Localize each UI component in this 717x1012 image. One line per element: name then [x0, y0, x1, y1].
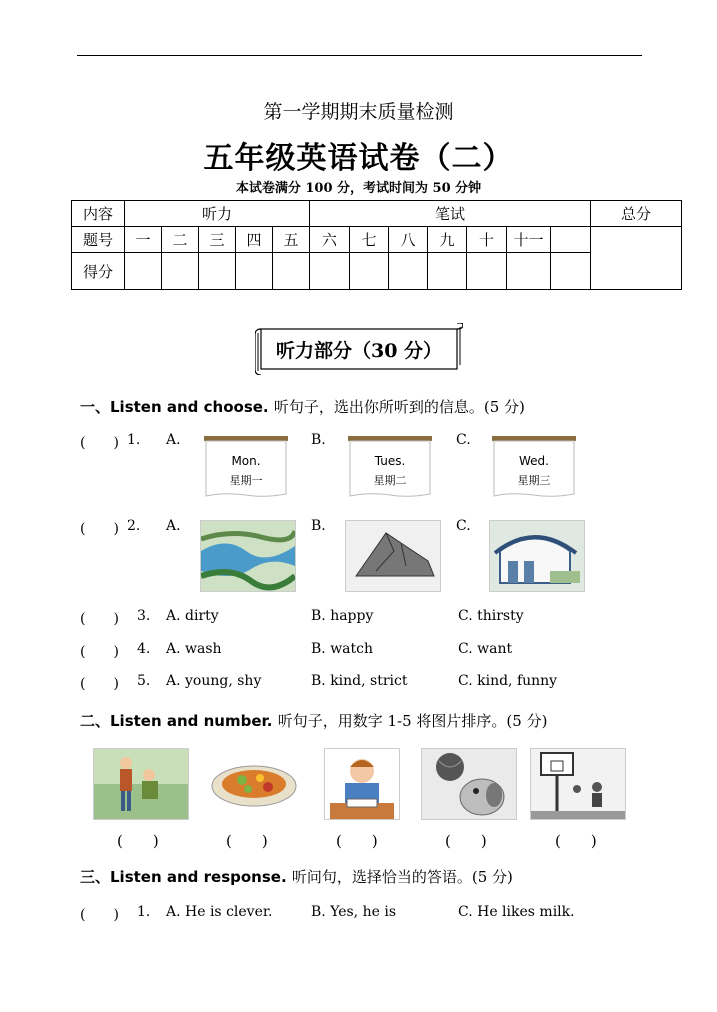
- cell-score[interactable]: [389, 253, 428, 290]
- section1-heading: [80, 396, 525, 417]
- number-blank-5[interactable]: ( ): [555, 832, 597, 850]
- basketball-picture: [530, 748, 626, 820]
- cell-qnum: 八: [389, 227, 428, 253]
- q5-option-c[interactable]: C. kind, funny: [458, 673, 558, 689]
- exam-title: 五年级英语试卷（二）: [203, 141, 514, 176]
- s3-q1-paren[interactable]: ( ): [80, 907, 119, 923]
- cell-qnum: 七: [350, 227, 389, 253]
- cell-qnum: 一: [125, 227, 162, 253]
- q1-option-c[interactable]: C.: [456, 432, 471, 448]
- calendar-card-tuesday: [348, 436, 432, 496]
- card-en: Wed.: [519, 454, 549, 468]
- section2-label-en: 二、Listen and number.: [80, 712, 273, 730]
- q1-option-a[interactable]: A.: [166, 432, 181, 448]
- kids-picture: [93, 748, 189, 820]
- q3-paren[interactable]: ( ): [80, 611, 119, 627]
- q4-number: 4.: [137, 641, 151, 657]
- q1-option-b[interactable]: B.: [311, 432, 326, 448]
- q4-paren[interactable]: ( ): [80, 644, 119, 660]
- header-rule: [77, 55, 642, 56]
- cell-score-label: 得分: [72, 253, 125, 290]
- section3-label-cn: 听问句，选择恰当的答语。(5 分): [291, 868, 513, 886]
- q5-number: 5.: [137, 673, 151, 689]
- food-picture: [208, 752, 300, 812]
- cell-writing: 笔试: [310, 201, 591, 227]
- q3-option-a[interactable]: A. dirty: [166, 608, 219, 624]
- cell-score[interactable]: [467, 253, 507, 290]
- s3-q1-option-a[interactable]: A. He is clever.: [166, 904, 273, 920]
- section1-label-en: 一、Listen and choose.: [80, 398, 269, 416]
- cell-qnum-label: 题号: [72, 227, 125, 253]
- calendar-icon: [348, 436, 432, 500]
- cell-listening: 听力: [125, 201, 310, 227]
- section3-label-en: 三、Listen and response.: [80, 868, 287, 886]
- cell-total: 总分: [591, 201, 682, 227]
- q2-paren[interactable]: ( ): [80, 521, 119, 537]
- card-en: Mon.: [231, 454, 261, 468]
- number-blank-1[interactable]: ( ): [117, 832, 159, 850]
- cell-content-label: 内容: [72, 201, 125, 227]
- cell-score[interactable]: [273, 253, 310, 290]
- cell-qnum: 四: [236, 227, 273, 253]
- q5-option-a[interactable]: A. young, shy: [166, 673, 262, 689]
- river-picture: [200, 520, 296, 592]
- cell-score[interactable]: [350, 253, 389, 290]
- cell-score[interactable]: [162, 253, 199, 290]
- boy-writing-picture: [324, 748, 400, 820]
- cell-score[interactable]: [310, 253, 350, 290]
- number-blank-3[interactable]: ( ): [336, 832, 378, 850]
- q3-number: 3.: [137, 608, 151, 624]
- q5-option-b[interactable]: B. kind, strict: [311, 673, 408, 689]
- q1-paren[interactable]: ( ): [80, 435, 119, 451]
- cell-score[interactable]: [428, 253, 467, 290]
- calendar-card-wednesday: [492, 436, 576, 496]
- exam-note: 本试卷满分 100 分，考试时间为 50 分钟: [235, 181, 482, 196]
- dog-ball-picture: [421, 748, 517, 820]
- q1-number: 1.: [127, 432, 141, 448]
- cell-qnum: 五: [273, 227, 310, 253]
- card-cn: 星期二: [373, 474, 407, 487]
- section1-label-cn: 听句子，选出你所听到的信息。(5 分): [273, 398, 525, 416]
- cell-qnum-empty: [551, 227, 591, 253]
- banner-label: 听力部分（30 分）: [275, 340, 443, 362]
- exam-subtitle: 第一学期期末质量检测: [263, 101, 454, 123]
- calendar-icon: [204, 436, 288, 500]
- q5-paren[interactable]: ( ): [80, 676, 119, 692]
- s3-q1-option-b[interactable]: B. Yes, he is: [311, 904, 396, 920]
- q2-option-c[interactable]: C.: [456, 518, 471, 534]
- cell-qnum: 二: [162, 227, 199, 253]
- cell-score[interactable]: [125, 253, 162, 290]
- card-cn: 星期三: [517, 474, 551, 487]
- card-en: Tues.: [374, 454, 406, 468]
- cell-qnum: 六: [310, 227, 350, 253]
- section2-heading: [80, 710, 547, 731]
- cell-qnum: 三: [199, 227, 236, 253]
- q2-option-a[interactable]: A.: [166, 518, 181, 534]
- q3-option-b[interactable]: B. happy: [311, 608, 374, 624]
- q2-option-b[interactable]: B.: [311, 518, 326, 534]
- cell-qnum: 十一: [507, 227, 551, 253]
- q3-option-c[interactable]: C. thirsty: [458, 608, 524, 624]
- number-blank-4[interactable]: ( ): [445, 832, 487, 850]
- section2-label-cn: 听句子，用数字 1-5 将图片排序。(5 分): [277, 712, 548, 730]
- card-cn: 星期一: [229, 474, 263, 487]
- cell-total-score[interactable]: [591, 227, 682, 290]
- cell-score[interactable]: [551, 253, 591, 290]
- q2-number: 2.: [127, 518, 141, 534]
- mountain-picture: [345, 520, 441, 592]
- q4-option-c[interactable]: C. want: [458, 641, 513, 657]
- cell-qnum: 十: [467, 227, 507, 253]
- cell-score[interactable]: [199, 253, 236, 290]
- calendar-card-monday: [204, 436, 288, 496]
- s3-q1-option-c[interactable]: C. He likes milk.: [458, 904, 575, 920]
- calendar-icon: [492, 436, 576, 500]
- number-blank-2[interactable]: ( ): [226, 832, 268, 850]
- section3-heading: [80, 866, 513, 887]
- score-table: [71, 200, 682, 290]
- q4-option-b[interactable]: B. watch: [311, 641, 374, 657]
- cell-qnum: 九: [428, 227, 467, 253]
- s3-q1-number: 1.: [137, 904, 151, 920]
- building-picture: [489, 520, 585, 592]
- cell-score[interactable]: [236, 253, 273, 290]
- q4-option-a[interactable]: A. wash: [166, 641, 222, 657]
- cell-score[interactable]: [507, 253, 551, 290]
